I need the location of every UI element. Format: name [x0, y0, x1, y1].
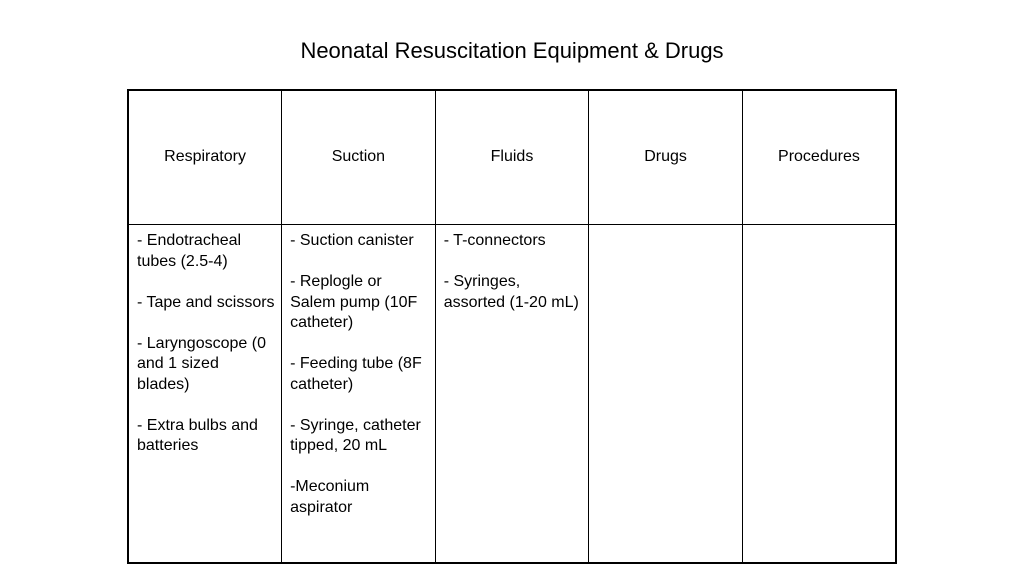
list-item: - Laryngoscope (0 and 1 sized blades) [137, 334, 266, 393]
equipment-table [127, 89, 897, 564]
list-item: - Syringes, assorted (1-20 mL) [443, 273, 579, 311]
header-suction: Suction [282, 90, 436, 225]
header-respiratory: Respiratory [128, 90, 282, 225]
list-item: - Tape and scissors [137, 293, 275, 311]
cell-procedures [742, 225, 896, 564]
cell-drugs [589, 225, 743, 564]
list-item: - Extra bulbs and batteries [137, 416, 258, 454]
list-item: - Replogle or Salem pump (10F catheter) [290, 273, 418, 331]
list-item: - Suction canister [290, 232, 414, 249]
cell-fluids [435, 225, 589, 564]
list-item: -Meconium aspirator [290, 478, 370, 516]
header-procedures: Procedures [742, 90, 896, 225]
slide-title: Neonatal Resuscitation Equipment & Drugs [300, 38, 724, 63]
list-item: - Syringe, catheter tipped, 20 mL [290, 416, 421, 454]
list-item: - Feeding tube (8F catheter) [290, 355, 422, 393]
header-drugs: Drugs [589, 90, 743, 225]
table-row [128, 225, 896, 564]
header-fluids: Fluids [435, 90, 589, 225]
list-item: - Endotracheal tubes (2.5-4) [137, 232, 242, 270]
cell-suction [282, 225, 436, 564]
cell-respiratory [128, 225, 282, 564]
header-row [128, 90, 896, 225]
list-item: - T-connectors [443, 232, 546, 249]
